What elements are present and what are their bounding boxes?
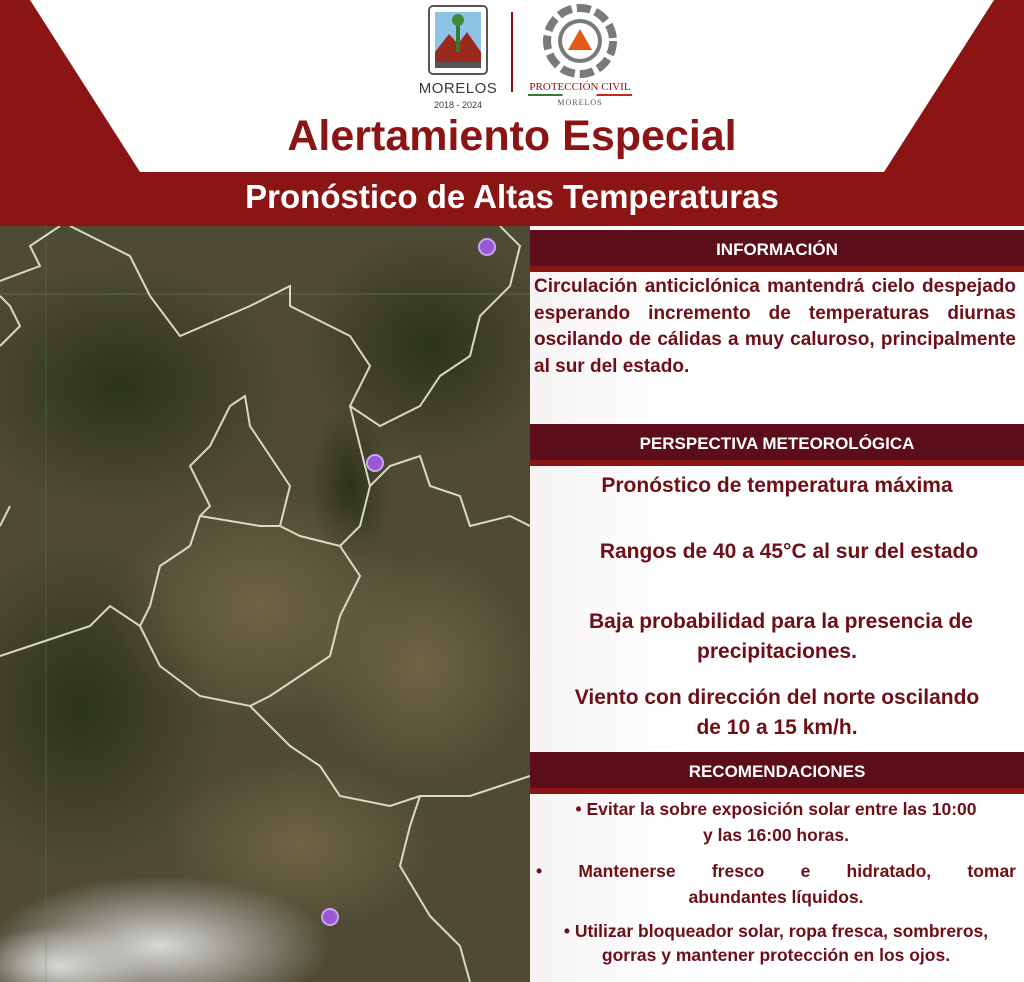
recomendacion-3a: • Utilizar bloqueador solar, ropa fresca, sombreros,: [563, 921, 989, 941]
recomendacion-3b: gorras y mantener protección en los ojos.: [601, 945, 951, 965]
page-subtitle: Pronóstico de Altas Temperaturas: [245, 178, 779, 215]
perspectiva-line-2: Rangos de 40 a 45°C al sur del estado: [599, 540, 979, 563]
info-panel: [530, 226, 1024, 982]
perspectiva-line-4b: de 10 a 15 km/h.: [696, 716, 858, 739]
morelos-crest-icon: [423, 4, 493, 78]
section-heading-perspectiva: PERSPECTIVA METEOROLÓGICA: [530, 424, 1024, 460]
recomendacion-1b: y las 16:00 horas.: [703, 825, 849, 845]
map-marker-icon: [476, 236, 498, 258]
perspectiva-line-4a: Viento con dirección del norte oscilando: [574, 686, 980, 709]
section-stripe: [530, 460, 1024, 466]
section-heading-recomendaciones: RECOMENDACIONES: [530, 752, 1024, 788]
logo-divider: [511, 12, 513, 92]
morelos-name: MORELOS: [418, 80, 498, 97]
logos-group: [408, 4, 648, 114]
flag-line: [528, 94, 632, 96]
proteccion-civil-name: PROTECCIÓN CIVIL: [529, 81, 631, 93]
perspectiva-line-3a: Baja probabilidad para la presencia de: [589, 610, 973, 633]
section-heading-informacion: INFORMACIÓN: [530, 230, 1024, 266]
section-stripe: [530, 266, 1024, 272]
page-title: Alertamiento Especial: [287, 112, 737, 160]
section-stripe: [530, 788, 1024, 794]
proteccion-civil-logo: [520, 4, 640, 114]
informacion-text: Circulación anticiclónica mantendrá cielo despejado esperando incremento de temperaturas diurnas oscilando de cálidas a muy caluroso, principalmente al sur del estado.: [534, 276, 1016, 377]
recomendacion-2a: • Mantenerse fresco e hidratado, tomar: [536, 861, 1016, 881]
satellite-map: [0, 226, 530, 982]
morelos-years: 2018 - 2024: [433, 100, 483, 110]
proteccion-civil-subname: MORELOS: [557, 98, 603, 107]
map-marker-icon: [319, 906, 341, 928]
perspectiva-line-1: Pronóstico de temperatura máxima: [601, 474, 953, 497]
satellite-image: [0, 226, 530, 982]
morelos-logo: [408, 4, 508, 114]
proteccion-civil-icon: [542, 4, 618, 78]
perspectiva-line-3b: precipitaciones.: [697, 640, 857, 663]
recomendacion-1a: • Evitar la sobre exposición solar entre las 10:00: [575, 799, 977, 819]
map-marker-icon: [364, 452, 386, 474]
recomendacion-2b: abundantes líquidos.: [688, 887, 864, 907]
